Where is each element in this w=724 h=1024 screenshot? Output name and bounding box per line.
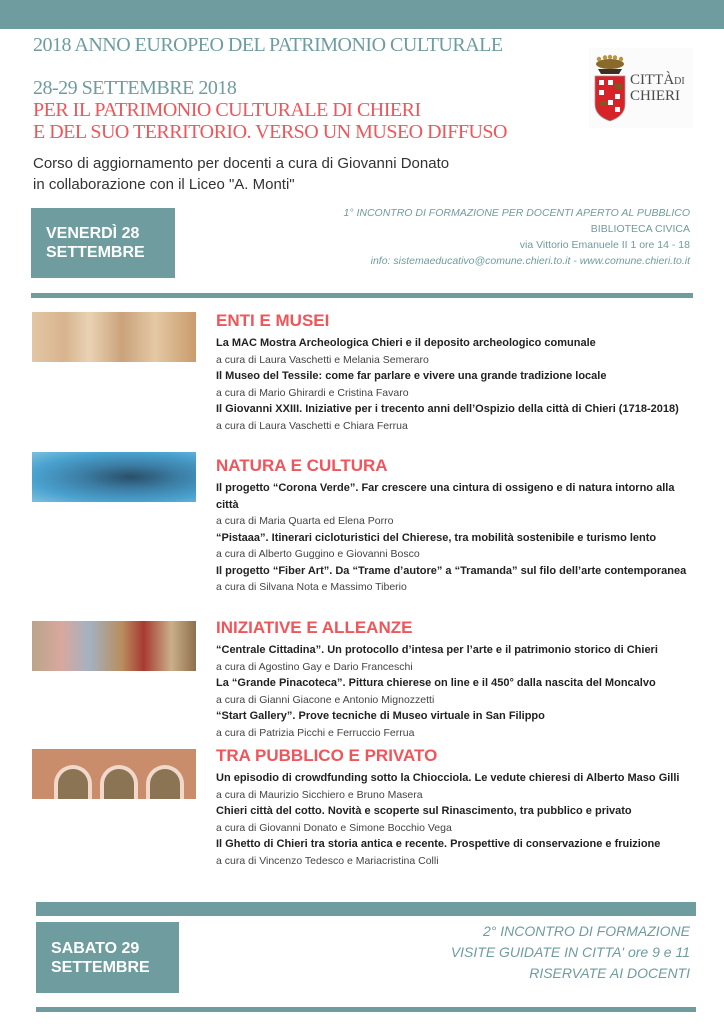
day2-info-line1: 2° INCONTRO DI FORMAZIONE [482,923,690,939]
year-title: 2018 ANNO EUROPEO DEL PATRIMONIO CULTURALE [33,34,503,56]
event-subtitle-line2: E DEL SUO TERRITORIO. VERSO UN MUSEO DIFFUSO [33,121,507,143]
item-curators: a cura di Vincenzo Tedesco e Mariacristina Colli [216,854,439,867]
item-curators: a cura di Agostino Gay e Dario Franceschi [216,660,413,673]
logo-di: DI [674,75,685,87]
item-curators: a cura di Gianni Giacone e Antonio Mignozzetti [216,693,435,706]
item-title: La “Grande Pinacoteca”. Pittura chierese on line e il 450° dalla nascita del Moncalvo [216,677,656,689]
day2-line1: SABATO 29 [51,939,140,957]
item-curators: a cura di Alberto Guggino e Giovanni Bosco [216,548,420,560]
item-title: Il progetto “Fiber Art”. Da “Trame d’autore” a “Tramanda” sul filo dell’arte contemporanea [216,564,687,577]
logo-text [630,73,685,104]
logo-chieri: CHIERI [630,87,680,104]
item-curators: a cura di Laura Vaschetti e Melania Semeraro [216,353,429,366]
day1-info-title: 1° INCONTRO DI FORMAZIONE PER DOCENTI APERTO AL PUBBLICO [343,207,690,219]
course-description [33,153,449,195]
day1-info-contact: info: sistemaeducativo@comune.chieri.to.it - www.comune.chieri.to.it [370,255,690,267]
day1-info-address: via Vittorio Emanuele II 1 ore 14 - 18 [519,239,690,251]
event-dates: 28-29 SETTEMBRE 2018 [33,77,237,99]
day1-line1: VENERDÌ 28 [46,225,140,242]
item-title: “Pistaaa”. Itinerari cicloturistici del Chierese, tra mobilità sostenibile e turismo lento [216,531,657,544]
item-title: Chieri città del cotto. Novità e scoperte sul Rinascimento, tra pubblico e privato [216,805,632,817]
day2-date-box [36,922,179,993]
item-title: La MAC Mostra Archeologica Chieri e il deposito archeologico comunale [216,337,596,349]
top-banner-bar [0,0,724,29]
section-image-anfore [32,312,196,362]
item-curators: a cura di Maurizio Sicchiero e Bruno Masera [216,788,423,801]
item-title: Il Giovanni XXIII. Iniziative per i trecento anni dell’Ospizio della città di Chieri (1718-2018) [216,403,679,415]
section-enti-e-musei [216,311,696,434]
day1-info-venue: BIBLIOTECA CIVICA [590,223,690,235]
section-image-portico [32,749,196,799]
section-title: TRA PUBBLICO E PRIVATO [216,746,438,765]
item-title: Il progetto “Corona Verde”. Far crescere una cintura di ossigeno e di natura intorno alla città [216,482,675,511]
item-curators: a cura di Mario Ghirardi e Cristina Favaro [216,386,409,399]
arch-shape [146,765,184,799]
day1-info [344,205,690,269]
section-image-natura [32,452,196,502]
day1-line2: SETTEMBRE [46,244,145,261]
section-natura-e-cultura [216,456,696,596]
event-subtitle-line1: PER IL PATRIMONIO CULTURALE DI CHIERI [33,99,421,121]
item-title: Il Ghetto di Chieri tra storia antica e recente. Prospettive di conservazione e fruizione [216,838,661,850]
section-title: NATURA E CULTURA [216,456,388,475]
section-tra-pubblico-e-privato [216,746,696,869]
divider-middle [36,902,696,916]
citta-di-chieri-logo [589,48,693,128]
item-title: Il Museo del Tessile: come far parlare e vivere una grande tradizione locale [216,370,607,382]
day2-line2: SETTEMBRE [51,958,150,976]
item-curators: a cura di Giovanni Donato e Simone Bocchio Vega [216,821,452,834]
section-image-dipinto [32,621,196,671]
item-curators: a cura di Maria Quarta ed Elena Porro [216,515,394,527]
item-title: “Start Gallery”. Prove tecniche di Museo virtuale in San Filippo [216,710,545,722]
day2-info-line2: VISITE GUIDATE IN CITTA' ore 9 e 11 [450,944,690,960]
divider-bottom [36,1007,696,1012]
day1-date-box [31,208,175,278]
logo-citta: CITTÀ [630,71,675,88]
arch-shape [54,765,92,799]
section-iniziative-e-alleanze [216,618,696,741]
coat-of-arms-icon [593,54,627,122]
course-line2: in collaborazione con il Liceo "A. Monti" [33,176,295,193]
day2-info [451,921,690,984]
divider-top [31,293,693,298]
section-title: INIZIATIVE E ALLEANZE [216,618,413,637]
section-title: ENTI E MUSEI [216,311,330,330]
item-title: “Centrale Cittadina”. Un protocollo d’intesa per l’arte e il patrimonio storico di Chieri [216,644,658,656]
item-curators: a cura di Silvana Nota e Massimo Tiberio [216,581,407,593]
item-curators: a cura di Laura Vaschetti e Chiara Ferrua [216,419,408,432]
course-line1: Corso di aggiornamento per docenti a cura di Giovanni Donato [33,155,450,172]
day2-info-line3: RISERVATE AI DOCENTI [529,965,690,981]
item-curators: a cura di Patrizia Picchi e Ferruccio Ferrua [216,726,415,739]
item-title: Un episodio di crowdfunding sotto la Chiocciola. Le vedute chieresi di Alberto Maso Gilli [216,772,680,784]
arch-shape [100,765,138,799]
